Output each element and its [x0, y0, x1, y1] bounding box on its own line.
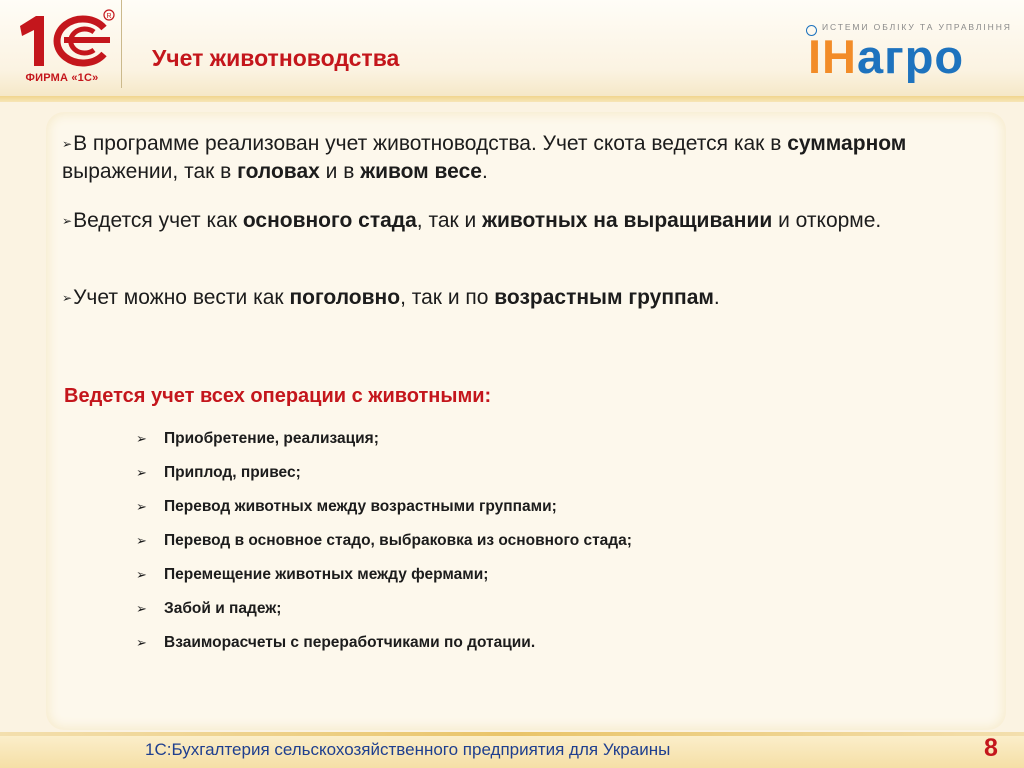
list-item-text: Перемещение животных между фермами; [164, 566, 489, 583]
brand-name-in: ІН [808, 30, 857, 83]
para-text: В программе реализован учет животноводства. Учет скота ведется как в [73, 132, 788, 155]
svg-text:R: R [106, 13, 112, 20]
para-text: Учет можно вести как [73, 286, 290, 309]
operations-heading: Ведется учет всех операции с животными: [64, 385, 492, 407]
logo-1c-icon [6, 6, 118, 72]
paragraph-3 [62, 284, 962, 312]
para-bold-text: возрастным группам [494, 286, 714, 309]
arrow-bullet-icon: ➢ [62, 214, 73, 228]
arrow-bullet-icon: ➢ [136, 499, 147, 514]
inagro-brand-logo [806, 20, 1016, 83]
brand-name-agro: агро [857, 30, 965, 83]
list-item [136, 429, 632, 463]
list-item [136, 565, 632, 599]
para-text: выражении, так в [62, 160, 238, 183]
logo-divider [121, 0, 122, 88]
para-text: Ведется учет как [73, 209, 243, 232]
para-text: , так и [416, 209, 483, 232]
footer-product-name: 1С:Бухгалтерия сельскохозяйственного предприятия для Украины [145, 740, 671, 759]
para-text: и откорме. [772, 209, 882, 232]
operations-list [136, 429, 632, 667]
arrow-bullet-icon: ➢ [136, 601, 147, 616]
para-bold-text: суммарном [787, 132, 907, 155]
logo-caption: ФИРМА «1С» [25, 72, 99, 84]
firm-1c-logo [6, 6, 118, 90]
list-item [136, 531, 632, 565]
list-item-text: Перевод животных между возрастными группами; [164, 498, 557, 515]
para-bold-text: основного стада [242, 209, 417, 232]
list-item-text: Забой и падеж; [164, 600, 282, 617]
arrow-bullet-icon: ➢ [136, 533, 147, 548]
list-item-text: Приобретение, реализация; [164, 430, 379, 447]
slide-title: Учет животноводства [152, 45, 400, 71]
brand-name [808, 32, 964, 82]
para-text: , так и по [400, 286, 495, 309]
brand-tagline: ИСТЕМИ ОБЛІКУ ТА УПРАВЛІННЯ [822, 22, 1012, 32]
arrow-bullet-icon: ➢ [136, 431, 147, 446]
paragraph-2 [62, 207, 962, 235]
list-item [136, 633, 632, 667]
arrow-bullet-icon: ➢ [62, 137, 73, 151]
header-stripe [0, 96, 1024, 102]
para-bold-text: живом весе [360, 160, 482, 183]
para-bold-text: головах [237, 160, 320, 183]
list-item [136, 599, 632, 633]
list-item [136, 497, 632, 531]
arrow-bullet-icon: ➢ [136, 635, 147, 650]
list-item [136, 463, 632, 497]
para-text: и в [319, 160, 361, 183]
page-number: 8 [984, 734, 998, 762]
arrow-bullet-icon: ➢ [62, 291, 73, 305]
paragraph-1 [62, 130, 962, 186]
list-item-text: Взаиморасчеты с переработчиками по дотации. [164, 634, 536, 651]
para-bold-text: поголовно [289, 286, 401, 309]
para-bold-text: животных на выращивании [482, 209, 773, 232]
arrow-bullet-icon: ➢ [136, 465, 147, 480]
para-text: . [713, 286, 720, 309]
para-text: . [481, 160, 488, 183]
list-item-text: Приплод, привес; [164, 464, 301, 481]
list-item-text: Перевод в основное стадо, выбраковка из основного стада; [164, 532, 632, 549]
arrow-bullet-icon: ➢ [136, 567, 147, 582]
